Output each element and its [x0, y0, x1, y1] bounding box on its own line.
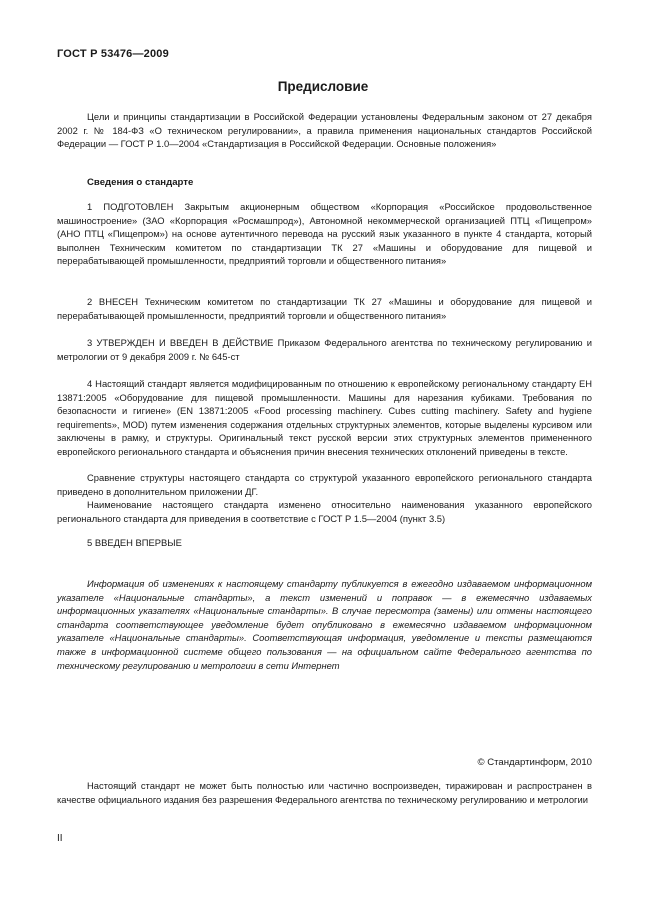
item-2-introduced: 2 ВНЕСЕН Техническим комитетом по стандартизации ТК 27 «Машины и оборудование для пищевой и перерабатывающей промышленности, предприятий торговли и общественного питания» — [57, 296, 592, 321]
item-5-first-introduced: 5 ВВЕДЕН ВПЕРВЫЕ — [87, 537, 182, 548]
item-1-prepared: 1 ПОДГОТОВЛЕН Закрытым акционерным обществом «Корпорация «Российское продовольственное машиностроение» (ЗАО «Корпорация «Росмашпрод»), Автономной некоммерческой организацией ПТЦ «Пищепром» (АНО ПТЦ «Пищепром») на основе аутентичного перевода на русский язык указанного в пункте 4 стандарта, который выполнен Техническим комитетом по стандартизации ТК 27 «Машины и оборудование для пищевой и перерабатывающей промышленности, предприятий торговли и общественного питания» — [57, 201, 592, 267]
intro-paragraph: Цели и принципы стандартизации в Российской Федерации установлены Федеральным законом от 27 декабря 2002 г. № 184-ФЗ «О техническом регулировании», а правила применения национальных стандартов Российской Федерации — ГОСТ Р 1.0—2004 «Стандартизация в Российской Федерации. Основные положения» — [57, 111, 592, 150]
document-code: ГОСТ Р 53476—2009 — [57, 48, 169, 60]
item-4-naming: Наименование настоящего стандарта изменено относительно наименования указанного европейского регионального стандарта для приведения в соответствие с ГОСТ Р 1.5—2004 (пункт 3.5) — [57, 499, 592, 524]
item-3-approved: 3 УТВЕРЖДЕН И ВВЕДЕН В ДЕЙСТВИЕ Приказом Федерального агентства по техническому регулированию и метрологии от 9 декабря 2009 г. № 645-ст — [57, 337, 592, 362]
standard-info-heading: Сведения о стандарте — [87, 177, 194, 188]
page-number: II — [57, 833, 63, 844]
reproduction-notice: Настоящий стандарт не может быть полностью или частично воспроизведен, тиражирован и распространен в качестве официального издания без разрешения Федерального агентства по техническому регулированию и метрологии — [57, 780, 592, 805]
changes-info-notice: Информация об изменениях к настоящему стандарту публикуется в ежегодно издаваемом информационном указателе «Национальные стандарты», а текст изменений и поправок — в ежемесячно издаваемых информационных указателях «Национальные стандарты». В случае пересмотра (замены) или отмены настоящего стандарта соответствующее уведомление будет опубликовано в ежемесячно издаваемом информационном указателе «Национальные стандарты». Соответствующая информация, уведомление и тексты размещаются также в информационной системе общего пользования — на официальном сайте Федерального агентства по техническому регулированию и метрологии в сети Интернет — [57, 578, 592, 671]
item-4-comparison: Сравнение структуры настоящего стандарта со структурой указанного европейского регионального стандарта приведено в дополнительном приложении ДГ. — [57, 472, 592, 497]
copyright-line: © Стандартинформ, 2010 — [477, 757, 592, 768]
page-title: Предисловие — [277, 79, 369, 94]
item-4-modification: 4 Настоящий стандарт является модифицированным по отношению к европейскому региональному стандарту ЕН 13871:2005 «Оборудование для пищевой промышленности. Машины для нарезания кубиками. Требования по безопасности и гигиене» (EN 13871:2005 «Food processing machinery. Cubes cutting machinery. Safety and hygiene requirements», MOD) путем изменения содержания отдельных структурных элементов, которые выделены курсивом или заключены в рамку, и структуры. Оригинальный текст русской версии этих структурных элементов примененного европейского регионального стандарта и объяснения причин внесения технических отклонений приведены в тексте. — [57, 378, 592, 457]
